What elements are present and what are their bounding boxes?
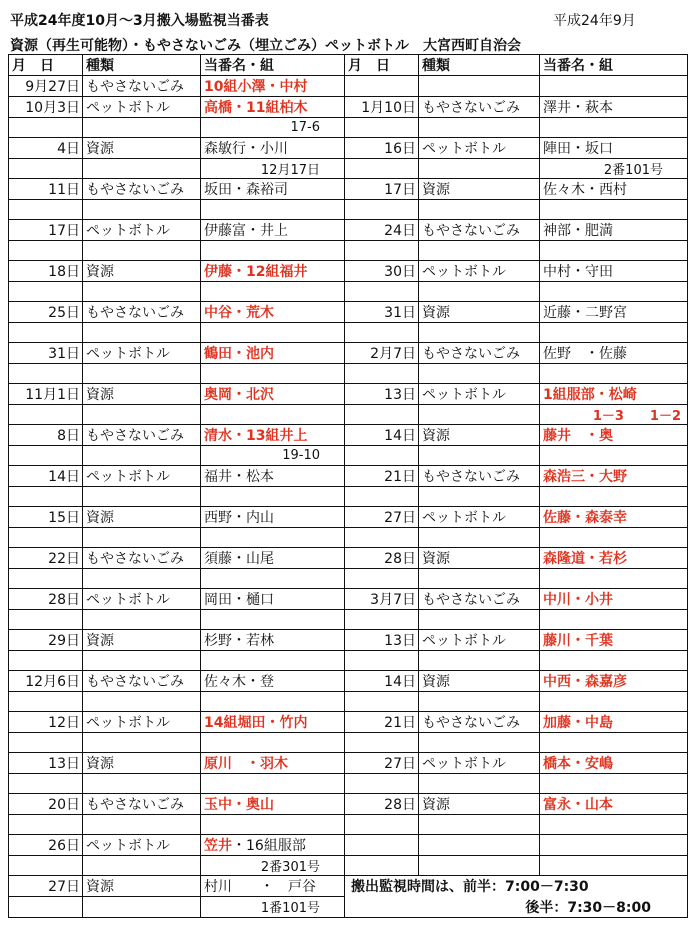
duty-left-red-part: 笠井 — [204, 838, 232, 854]
type-left: ペットボトル — [83, 835, 201, 856]
date-left-sub — [9, 733, 83, 753]
date-right: 27日 — [345, 507, 419, 528]
duty-left: 高橋・11組柏木 — [201, 97, 345, 118]
type-left: もやさないごみ — [83, 179, 201, 200]
type-right: ペットボトル — [419, 507, 540, 528]
duty-left-sub: 2番301号 — [201, 856, 345, 876]
type-right: もやさないごみ — [419, 712, 540, 733]
duty-left-sub — [201, 569, 345, 589]
duty-left: 伊藤・12組福井 — [201, 261, 345, 282]
type-left-sub — [83, 405, 201, 425]
date-left-sub — [9, 487, 83, 507]
table-row-sub — [9, 569, 688, 589]
date-left-sub — [9, 405, 83, 425]
type-left: 資源 — [83, 753, 201, 774]
type-right: もやさないごみ — [419, 343, 540, 364]
date-right: 13日 — [345, 384, 419, 405]
duty-left: 杉野・若林 — [201, 630, 345, 651]
duty-left-sub — [201, 815, 345, 835]
type-right-sub — [419, 774, 540, 794]
date-right: 16日 — [345, 138, 419, 159]
duty-left: 鶴田・池内 — [201, 343, 345, 364]
type-right-sub — [419, 159, 540, 179]
date-left: 28日 — [9, 589, 83, 610]
date-left: 26日 — [9, 835, 83, 856]
duty-left: 西野・内山 — [201, 507, 345, 528]
date-left: 4日 — [9, 138, 83, 159]
duty-right: 澤井・萩本 — [540, 97, 688, 118]
type-left-sub — [83, 815, 201, 835]
type-left: もやさないごみ — [83, 671, 201, 692]
type-right-sub — [419, 241, 540, 261]
date-left-sub — [9, 897, 83, 918]
type-left-sub — [83, 159, 201, 179]
type-right-sub — [419, 569, 540, 589]
table-row-sub — [9, 815, 688, 835]
header-duty-left: 当番名・組 — [201, 55, 345, 76]
table-row-sub — [9, 323, 688, 343]
duty-right-sub: 1－3 1－2 — [540, 405, 688, 425]
table-header-row — [9, 55, 688, 76]
date-left-sub — [9, 364, 83, 384]
date-right-sub — [345, 774, 419, 794]
duty-right: 陣田・坂口 — [540, 138, 688, 159]
type-left-sub — [83, 651, 201, 671]
date-left: 8日 — [9, 425, 83, 446]
duty-left: 14組堀田・竹内 — [201, 712, 345, 733]
duty-right-sub — [540, 610, 688, 630]
type-left-sub — [83, 200, 201, 220]
duty-left-sub — [201, 200, 345, 220]
duty-left: 森敏行・小川 — [201, 138, 345, 159]
type-right — [419, 835, 540, 856]
date-right: 3月7日 — [345, 589, 419, 610]
date-left-sub — [9, 815, 83, 835]
type-left-sub — [83, 487, 201, 507]
type-left-sub — [83, 733, 201, 753]
date-left-sub — [9, 651, 83, 671]
date-right: 2月7日 — [345, 343, 419, 364]
duty-left-sub: 17-6 — [201, 118, 345, 138]
date-right-sub — [345, 733, 419, 753]
date-right: 1月10日 — [345, 97, 419, 118]
type-right: 資源 — [419, 794, 540, 815]
date-left: 22日 — [9, 548, 83, 569]
date-right: 13日 — [345, 630, 419, 651]
date-left-sub — [9, 159, 83, 179]
duty-left: 坂田・森裕司 — [201, 179, 345, 200]
date-right-sub — [345, 323, 419, 343]
type-right: ペットボトル — [419, 138, 540, 159]
type-right: もやさないごみ — [419, 97, 540, 118]
duty-right: 中西・森嘉彦 — [540, 671, 688, 692]
table-row-sub — [9, 241, 688, 261]
type-right — [419, 76, 540, 97]
duty-right — [540, 76, 688, 97]
duty-left: 10組小澤・中村 — [201, 76, 345, 97]
table-row — [9, 425, 688, 446]
date-left-sub — [9, 528, 83, 548]
date-right: 21日 — [345, 712, 419, 733]
duty-right-sub — [540, 241, 688, 261]
header-type-left: 種類 — [83, 55, 201, 76]
type-right-sub — [419, 323, 540, 343]
type-left-sub — [83, 774, 201, 794]
date-right: 17日 — [345, 179, 419, 200]
date-right-sub — [345, 651, 419, 671]
duty-left-sub — [201, 733, 345, 753]
type-left: もやさないごみ — [83, 302, 201, 323]
duty-right: 加藤・中島 — [540, 712, 688, 733]
date-left: 12日 — [9, 712, 83, 733]
date-right-sub — [345, 118, 419, 138]
table-row — [9, 179, 688, 200]
table-row-sub — [9, 610, 688, 630]
table-row-sub — [9, 692, 688, 712]
type-left: ペットボトル — [83, 466, 201, 487]
table-row-sub — [9, 733, 688, 753]
table-row-sub — [9, 159, 688, 179]
date-right-sub — [345, 856, 419, 876]
table-row-sub — [9, 487, 688, 507]
duty-left-sub — [201, 364, 345, 384]
duty-left-sub — [201, 610, 345, 630]
date-right-sub — [345, 610, 419, 630]
date-right: 27日 — [345, 753, 419, 774]
duty-right-sub — [540, 282, 688, 302]
duty-right: 近藤・二野宮 — [540, 302, 688, 323]
type-left-sub — [83, 323, 201, 343]
table-row — [9, 671, 688, 692]
duty-right: 橋本・安嶋 — [540, 753, 688, 774]
duty-left-sub: 19-10 — [201, 446, 345, 466]
date-left: 10月3日 — [9, 97, 83, 118]
date-right: 14日 — [345, 671, 419, 692]
type-left-sub — [83, 241, 201, 261]
type-right-sub — [419, 651, 540, 671]
duty-right-sub: 2番101号 — [540, 159, 688, 179]
date-left-sub — [9, 774, 83, 794]
duty-right-sub — [540, 774, 688, 794]
type-left-sub — [83, 118, 201, 138]
duty-right-sub — [540, 651, 688, 671]
type-right: ペットボトル — [419, 384, 540, 405]
duty-right: 森浩三・大野 — [540, 466, 688, 487]
table-row-sub — [9, 528, 688, 548]
duty-roster-table — [8, 54, 688, 918]
table-row-sub — [9, 118, 688, 138]
date-left: 14日 — [9, 466, 83, 487]
type-right: ペットボトル — [419, 753, 540, 774]
table-row — [9, 712, 688, 733]
table-row-sub — [9, 897, 688, 918]
type-right-sub — [419, 364, 540, 384]
duty-right: 佐野 ・佐藤 — [540, 343, 688, 364]
type-right: ペットボトル — [419, 630, 540, 651]
type-right-sub — [419, 733, 540, 753]
duty-right: 富永・山本 — [540, 794, 688, 815]
header-duty-right: 当番名・組 — [540, 55, 688, 76]
type-right-sub — [419, 528, 540, 548]
date-left: 27日 — [9, 876, 83, 897]
duty-left-black-part: ・16組服部 — [232, 838, 306, 854]
header-date-left: 月 日 — [9, 55, 83, 76]
table-row — [9, 589, 688, 610]
duty-left-sub — [201, 692, 345, 712]
table-row-sub — [9, 200, 688, 220]
date-right-sub — [345, 692, 419, 712]
date-right-sub — [345, 282, 419, 302]
type-right: ペットボトル — [419, 261, 540, 282]
table-row-sub — [9, 651, 688, 671]
duty-right: 藤川・千葉 — [540, 630, 688, 651]
duty-right: 中川・小井 — [540, 589, 688, 610]
date-right-sub — [345, 446, 419, 466]
monitoring-time-note-line1: 搬出監視時間は、前半：7:00－7:30 — [345, 876, 688, 897]
date-left-sub — [9, 200, 83, 220]
type-left-sub — [83, 856, 201, 876]
date-right: 28日 — [345, 794, 419, 815]
date-left-sub — [9, 856, 83, 876]
type-right-sub — [419, 856, 540, 876]
type-right-sub — [419, 446, 540, 466]
duty-left-sub — [201, 487, 345, 507]
duty-left — [201, 835, 345, 856]
duty-left: 岡田・樋口 — [201, 589, 345, 610]
date-right-sub — [345, 815, 419, 835]
type-left: もやさないごみ — [83, 76, 201, 97]
duty-right: 佐々木・西村 — [540, 179, 688, 200]
date-right-sub — [345, 528, 419, 548]
table-row — [9, 261, 688, 282]
date-left: 20日 — [9, 794, 83, 815]
type-left: ペットボトル — [83, 343, 201, 364]
type-right: もやさないごみ — [419, 589, 540, 610]
duty-right-sub — [540, 692, 688, 712]
type-left: 資源 — [83, 138, 201, 159]
type-left-sub — [83, 692, 201, 712]
duty-left: 佐々木・登 — [201, 671, 345, 692]
duty-left: 村川 ・ 戸谷 — [201, 876, 345, 897]
date-left: 12月6日 — [9, 671, 83, 692]
duty-right: 森隆道・若杉 — [540, 548, 688, 569]
header-type-right: 種類 — [419, 55, 540, 76]
table-row-sub — [9, 856, 688, 876]
date-right-sub — [345, 487, 419, 507]
table-row — [9, 220, 688, 241]
date-right: 31日 — [345, 302, 419, 323]
table-row — [9, 384, 688, 405]
date-left: 17日 — [9, 220, 83, 241]
duty-left-sub — [201, 651, 345, 671]
type-left: 資源 — [83, 261, 201, 282]
duty-left: 奥岡・北沢 — [201, 384, 345, 405]
duty-right-sub — [540, 856, 688, 876]
duty-left-sub — [201, 405, 345, 425]
date-left-sub — [9, 569, 83, 589]
date-right-sub — [345, 569, 419, 589]
duty-left: 原川 ・羽木 — [201, 753, 345, 774]
table-row — [9, 548, 688, 569]
type-right-sub — [419, 200, 540, 220]
duty-left: 伊藤富・井上 — [201, 220, 345, 241]
date-right: 21日 — [345, 466, 419, 487]
date-left: 18日 — [9, 261, 83, 282]
date-right-sub — [345, 405, 419, 425]
date-left-sub — [9, 118, 83, 138]
type-right: 資源 — [419, 548, 540, 569]
type-left-sub — [83, 528, 201, 548]
type-left: ペットボトル — [83, 712, 201, 733]
duty-left-sub — [201, 323, 345, 343]
issue-date: 平成24年9月 — [553, 13, 636, 29]
date-left: 29日 — [9, 630, 83, 651]
duty-left-sub — [201, 282, 345, 302]
table-row-sub — [9, 774, 688, 794]
date-right: 28日 — [345, 548, 419, 569]
duty-right-sub — [540, 733, 688, 753]
duty-right: 中村・守田 — [540, 261, 688, 282]
header-date-right: 月 日 — [345, 55, 419, 76]
date-left-sub — [9, 692, 83, 712]
type-left: 資源 — [83, 384, 201, 405]
duty-right-sub — [540, 118, 688, 138]
date-right: 14日 — [345, 425, 419, 446]
duty-right-sub — [540, 364, 688, 384]
type-left: ペットボトル — [83, 589, 201, 610]
monitoring-time-note-line2: 後半：7:30－8:00 — [345, 897, 688, 918]
table-row — [9, 76, 688, 97]
duty-right-sub — [540, 323, 688, 343]
duty-right-sub — [540, 815, 688, 835]
date-left: 9月27日 — [9, 76, 83, 97]
type-right-sub — [419, 405, 540, 425]
table-row-sub — [9, 364, 688, 384]
table-row — [9, 507, 688, 528]
type-left: もやさないごみ — [83, 794, 201, 815]
duty-right: 藤井 ・奥 — [540, 425, 688, 446]
date-left: 25日 — [9, 302, 83, 323]
duty-right: 佐藤・森泰幸 — [540, 507, 688, 528]
type-right: もやさないごみ — [419, 466, 540, 487]
date-left-sub — [9, 282, 83, 302]
duty-right-sub — [540, 487, 688, 507]
duty-right — [540, 835, 688, 856]
table-row — [9, 794, 688, 815]
type-right-sub — [419, 692, 540, 712]
table-row — [9, 466, 688, 487]
type-right-sub — [419, 282, 540, 302]
date-right — [345, 835, 419, 856]
table-row — [9, 138, 688, 159]
date-left-sub — [9, 446, 83, 466]
type-right-sub — [419, 610, 540, 630]
duty-left: 玉中・奥山 — [201, 794, 345, 815]
date-left-sub — [9, 323, 83, 343]
table-row-sub — [9, 282, 688, 302]
type-right: 資源 — [419, 671, 540, 692]
table-row — [9, 835, 688, 856]
duty-left: 清水・13組井上 — [201, 425, 345, 446]
date-right: 24日 — [345, 220, 419, 241]
table-row-sub — [9, 446, 688, 466]
date-left: 15日 — [9, 507, 83, 528]
type-left-sub — [83, 446, 201, 466]
date-left-sub — [9, 610, 83, 630]
type-right: 資源 — [419, 179, 540, 200]
date-right-sub — [345, 159, 419, 179]
type-left-sub — [83, 569, 201, 589]
type-left: 資源 — [83, 507, 201, 528]
table-row — [9, 343, 688, 364]
type-left: もやさないごみ — [83, 548, 201, 569]
table-row — [9, 302, 688, 323]
date-right: 30日 — [345, 261, 419, 282]
date-left: 11日 — [9, 179, 83, 200]
page-title: 平成24年度10月～3月搬入場監視当番表 — [10, 13, 269, 29]
type-left: 資源 — [83, 630, 201, 651]
type-left: ペットボトル — [83, 97, 201, 118]
table-row — [9, 630, 688, 651]
duty-right-sub — [540, 446, 688, 466]
date-right-sub — [345, 364, 419, 384]
type-left: もやさないごみ — [83, 425, 201, 446]
table-row — [9, 753, 688, 774]
type-right: もやさないごみ — [419, 220, 540, 241]
type-right-sub — [419, 815, 540, 835]
duty-right-sub — [540, 569, 688, 589]
table-row-sub — [9, 405, 688, 425]
duty-right: 神部・肥満 — [540, 220, 688, 241]
table-row — [9, 876, 688, 897]
date-left: 11月1日 — [9, 384, 83, 405]
type-left-sub — [83, 897, 201, 918]
page-subtitle: 資源（再生可能物）・もやさないごみ（埋立ごみ）ペットボトル 大宮西町自治会 — [10, 38, 521, 54]
date-left: 13日 — [9, 753, 83, 774]
type-left-sub — [83, 282, 201, 302]
duty-left-sub — [201, 774, 345, 794]
duty-left-sub: 12月17日 — [201, 159, 345, 179]
date-right-sub — [345, 200, 419, 220]
date-right-sub — [345, 241, 419, 261]
type-right-sub — [419, 487, 540, 507]
type-left: 資源 — [83, 876, 201, 897]
duty-left-sub — [201, 528, 345, 548]
duty-left: 須藤・山尾 — [201, 548, 345, 569]
type-left-sub — [83, 364, 201, 384]
type-right-sub — [419, 118, 540, 138]
type-right: 資源 — [419, 425, 540, 446]
duty-left: 中谷・荒木 — [201, 302, 345, 323]
duty-right-sub — [540, 528, 688, 548]
duty-right: 1組服部・松崎 — [540, 384, 688, 405]
duty-left-sub: 1番101号 — [201, 897, 345, 918]
date-left: 31日 — [9, 343, 83, 364]
type-left: ペットボトル — [83, 220, 201, 241]
duty-left: 福井・松本 — [201, 466, 345, 487]
type-right: 資源 — [419, 302, 540, 323]
table-row — [9, 97, 688, 118]
date-left-sub — [9, 241, 83, 261]
duty-right-sub — [540, 200, 688, 220]
date-right — [345, 76, 419, 97]
duty-left-sub — [201, 241, 345, 261]
type-left-sub — [83, 610, 201, 630]
